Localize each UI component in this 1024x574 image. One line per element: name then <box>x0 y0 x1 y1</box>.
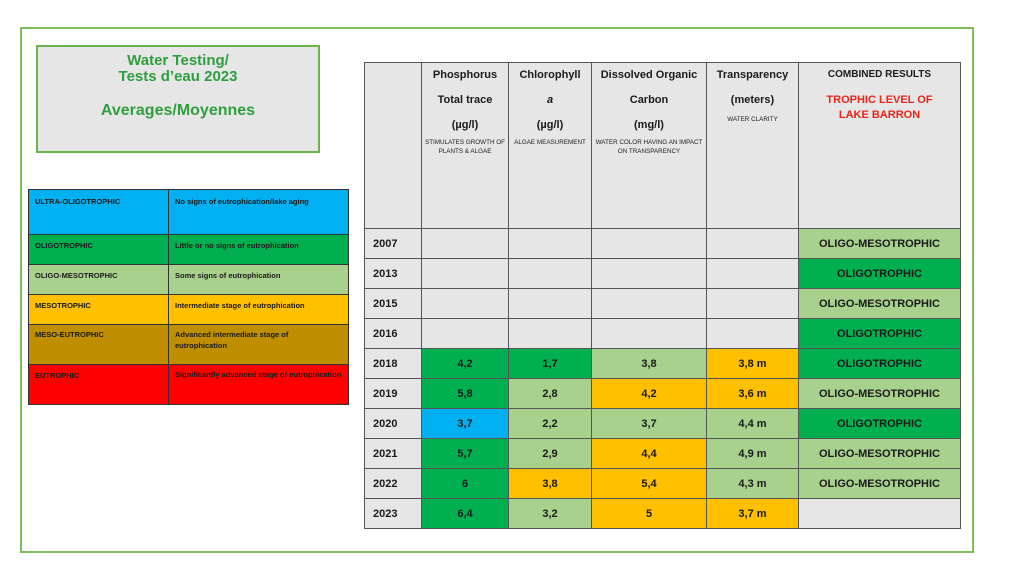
header-unit: (µg/l) <box>451 119 479 131</box>
header-note: STIMULATES GROWTH OF PLANTS & ALGAE <box>425 139 505 155</box>
legend-description: No signs of eutrophication/lake aging <box>169 190 349 235</box>
year-cell: 2019 <box>365 379 422 409</box>
combined-result-cell: OLIGO-MESOTROPHIC <box>799 469 961 499</box>
transparency-cell <box>707 289 799 319</box>
dissolved-organic-carbon-cell: 4,4 <box>592 439 707 469</box>
header-line: Phosphorus <box>432 69 498 81</box>
year-cell: 2021 <box>365 439 422 469</box>
header-line: Transparency <box>716 69 789 81</box>
table-row <box>365 409 961 439</box>
chlorophyll-cell <box>509 319 592 349</box>
header-combined-results <box>799 63 961 229</box>
phosphorus-cell <box>422 319 509 349</box>
dissolved-organic-carbon-cell <box>592 289 707 319</box>
year-cell: 2020 <box>365 409 422 439</box>
transparency-cell: 4,3 m <box>707 469 799 499</box>
combined-result-cell <box>799 499 961 529</box>
legend-level: OLIGOTROPHIC <box>29 235 169 265</box>
table-row <box>365 349 961 379</box>
header-unit: (meters) <box>730 94 775 106</box>
table-row <box>365 319 961 349</box>
chlorophyll-cell: 2,8 <box>509 379 592 409</box>
legend-level: MESOTROPHIC <box>29 295 169 325</box>
legend-description: Some signs of eutrophication <box>169 265 349 295</box>
legend-row-ultra-oligotrophic <box>29 190 349 235</box>
year-cell: 2022 <box>365 469 422 499</box>
year-cell: 2018 <box>365 349 422 379</box>
year-cell: 2013 <box>365 259 422 289</box>
year-header <box>365 63 422 229</box>
combined-result-cell: OLIGO-MESOTROPHIC <box>799 229 961 259</box>
table-row <box>365 259 961 289</box>
results-body <box>365 229 961 529</box>
header-note: ALGAE MEASUREMENT <box>514 139 586 146</box>
dissolved-organic-carbon-cell <box>592 229 707 259</box>
dissolved-organic-carbon-cell <box>592 259 707 289</box>
title-box <box>36 45 320 153</box>
year-cell: 2023 <box>365 499 422 529</box>
legend-description: Little or no signs of eutrophication <box>169 235 349 265</box>
header-dissolved-organic-carbon <box>592 63 707 229</box>
legend-description: Significantly advanced stage of eutrophication <box>169 365 349 405</box>
header-chlorophyll <box>509 63 592 229</box>
header-note: WATER CLARITY <box>727 116 778 123</box>
header-line: Dissolved Organic <box>600 69 698 81</box>
transparency-cell: 3,6 m <box>707 379 799 409</box>
chlorophyll-cell <box>509 289 592 319</box>
legend-row-meso-eutrophic <box>29 325 349 365</box>
combined-result-cell: OLIGOTROPHIC <box>799 319 961 349</box>
header-line: Total trace <box>437 94 493 106</box>
transparency-cell: 3,8 m <box>707 349 799 379</box>
dissolved-organic-carbon-cell: 4,2 <box>592 379 707 409</box>
phosphorus-cell <box>422 259 509 289</box>
header-line: a <box>546 94 554 106</box>
legend-level: ULTRA-OLIGOTROPHIC <box>29 190 169 235</box>
combined-result-cell: OLIGOTROPHIC <box>799 409 961 439</box>
legend-row-eutrophic <box>29 365 349 405</box>
legend-level: OLIGO-MESOTROPHIC <box>29 265 169 295</box>
dissolved-organic-carbon-cell <box>592 319 707 349</box>
phosphorus-cell <box>422 229 509 259</box>
combined-result-cell: OLIGO-MESOTROPHIC <box>799 439 961 469</box>
transparency-cell: 3,7 m <box>707 499 799 529</box>
transparency-cell <box>707 229 799 259</box>
legend-row-oligotrophic <box>29 235 349 265</box>
phosphorus-cell: 3,7 <box>422 409 509 439</box>
legend-description: Intermediate stage of eutrophication <box>169 295 349 325</box>
header-unit: (µg/l) <box>536 119 564 131</box>
transparency-cell: 4,4 m <box>707 409 799 439</box>
year-cell: 2007 <box>365 229 422 259</box>
phosphorus-cell: 5,8 <box>422 379 509 409</box>
header-transparency <box>707 63 799 229</box>
table-row <box>365 469 961 499</box>
chlorophyll-cell: 3,2 <box>509 499 592 529</box>
combined-result-cell: OLIGOTROPHIC <box>799 349 961 379</box>
combined-result-cell: OLIGO-MESOTROPHIC <box>799 379 961 409</box>
legend-row-mesotrophic <box>29 295 349 325</box>
dissolved-organic-carbon-cell: 3,8 <box>592 349 707 379</box>
dissolved-organic-carbon-cell: 5 <box>592 499 707 529</box>
title-line-2: Tests d’eau 2023 <box>118 68 238 85</box>
chlorophyll-cell <box>509 229 592 259</box>
table-row <box>365 289 961 319</box>
legend-row-oligo-mesotrophic <box>29 265 349 295</box>
transparency-cell <box>707 319 799 349</box>
header-line: Carbon <box>629 94 669 106</box>
phosphorus-cell: 6 <box>422 469 509 499</box>
dissolved-organic-carbon-cell: 3,7 <box>592 409 707 439</box>
chlorophyll-cell: 1,7 <box>509 349 592 379</box>
header-line: COMBINED RESULTS <box>827 69 932 80</box>
table-row <box>365 379 961 409</box>
title-line-1: Water Testing/ <box>127 52 229 69</box>
phosphorus-cell: 6,4 <box>422 499 509 529</box>
chlorophyll-cell <box>509 259 592 289</box>
phosphorus-cell: 4,2 <box>422 349 509 379</box>
combined-result-cell: OLIGO-MESOTROPHIC <box>799 289 961 319</box>
dissolved-organic-carbon-cell: 5,4 <box>592 469 707 499</box>
table-row <box>365 439 961 469</box>
year-cell: 2015 <box>365 289 422 319</box>
legend-level: MESO-EUTROPHIC <box>29 325 169 365</box>
table-row <box>365 499 961 529</box>
table-row <box>365 229 961 259</box>
year-cell: 2016 <box>365 319 422 349</box>
phosphorus-cell <box>422 289 509 319</box>
chlorophyll-cell: 2,9 <box>509 439 592 469</box>
header-line: Chlorophyll <box>519 69 581 81</box>
title-line-3: Averages/Moyennes <box>100 102 256 119</box>
transparency-cell <box>707 259 799 289</box>
combined-result-cell: OLIGOTROPHIC <box>799 259 961 289</box>
header-line: TROPHIC LEVEL OF LAKE BARRON <box>826 94 933 121</box>
header-note: WATER COLOR HAVING AN IMPACT ON TRANSPARENCY <box>595 139 703 155</box>
results-table <box>364 62 961 529</box>
header-unit: (mg/l) <box>634 119 664 131</box>
phosphorus-cell: 5,7 <box>422 439 509 469</box>
header-phosphorus <box>422 63 509 229</box>
legend-description: Advanced intermediate stage of eutrophication <box>169 325 349 365</box>
chlorophyll-cell: 2,2 <box>509 409 592 439</box>
chlorophyll-cell: 3,8 <box>509 469 592 499</box>
legend-level: EUTROPHIC <box>29 365 169 405</box>
transparency-cell: 4,9 m <box>707 439 799 469</box>
legend-table <box>28 189 349 405</box>
